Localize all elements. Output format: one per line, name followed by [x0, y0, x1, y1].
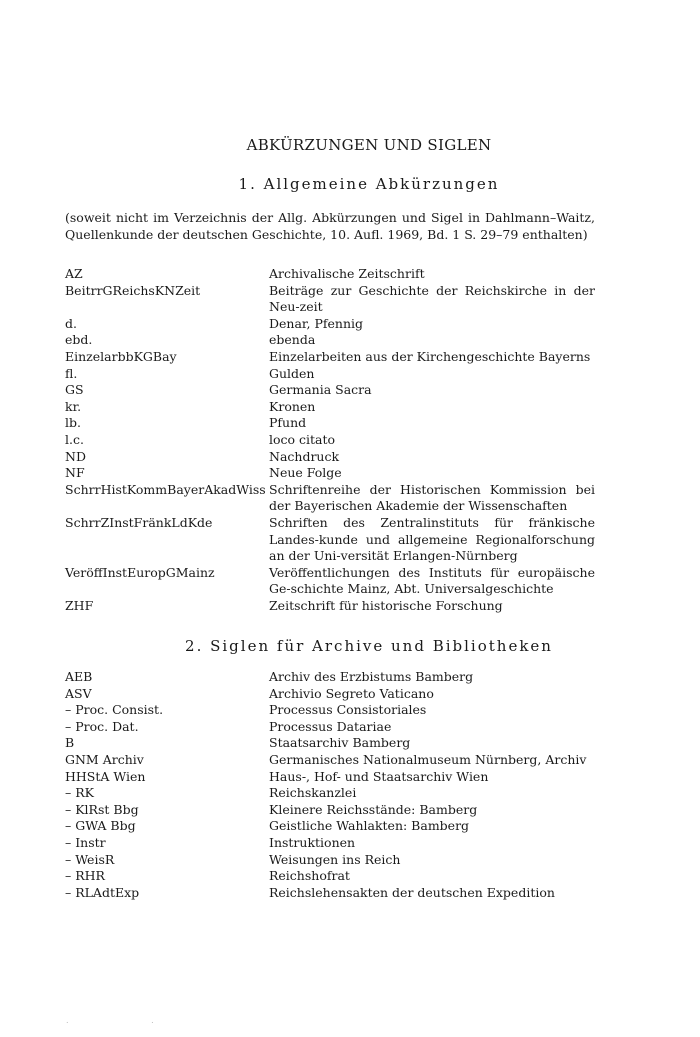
entry-definition: Archivalische Zeitschrift: [269, 266, 425, 281]
entry-abbreviation: SchrrZInstFränkLdKde: [65, 514, 213, 530]
section-heading-general-abbreviations: 1. Allgemeine Abkürzungen: [238, 175, 500, 193]
list-item: [65, 818, 595, 835]
entry-abbreviation: – KlRst Bbg: [65, 801, 139, 817]
entry-abbreviation: – WeisR: [65, 851, 115, 867]
entry-definition: Beiträge zur Geschichte der Reichskirche in der Neu-zeit: [269, 282, 595, 315]
entry-definition: Schriften des Zentralinstituts für fränkische Landes-kunde und allgemeine Regionalforschung an der Uni-versität Erlangen-Nürnberg: [269, 514, 595, 564]
entry-abbreviation: BeitrrGReichsKNZeit: [65, 282, 201, 298]
list-item: [65, 735, 595, 752]
entry-definition: Kleinere Reichsstände: Bamberg: [269, 801, 478, 817]
entry-abbreviation: AZ: [65, 266, 83, 281]
entry-abbreviation: – Proc. Dat.: [65, 718, 139, 734]
entry-definition: Instruktionen: [269, 834, 356, 850]
list-item: [65, 669, 595, 686]
entry-definition: Archivio Segreto Vaticano: [269, 685, 434, 701]
list-item: [65, 802, 595, 819]
entry-abbreviation: ASV: [65, 685, 92, 701]
list-item: [65, 785, 595, 802]
list-item: [65, 769, 595, 786]
entry-definition: Germanisches Nationalmuseum Nürnberg, Archiv: [269, 751, 587, 767]
entry-definition: Reichshofrat: [269, 868, 350, 884]
entry-definition: Reichskanzlei: [269, 785, 357, 801]
list-item: [65, 752, 595, 769]
page-title: ABKÜRZUNGEN UND SIGLEN: [246, 136, 492, 154]
list-item: [65, 432, 595, 449]
entry-definition: Gulden: [269, 365, 315, 381]
entry-definition: Veröffentlichungen des Instituts für europäische Ge-schichte Mainz, Abt. Universalgeschichte: [269, 564, 595, 597]
entry-abbreviation: – GWA Bbg: [65, 818, 136, 834]
list-item: [65, 465, 595, 482]
list-item: [65, 515, 595, 565]
list-item: [65, 868, 595, 885]
entry-definition: Denar, Pfennig: [269, 315, 364, 331]
entry-definition: Haus-, Hof- und Staatsarchiv Wien: [269, 768, 489, 784]
intro-paragraph: (soweit nicht im Verzeichnis der Allg. Abkürzungen und Sigel in Dahlmann–Waitz, Quellenkunde der deutschen Geschichte, 10. Aufl. 1969, Bd. 1 S. 29–79 enthalten): [65, 210, 595, 242]
entry-definition: Kronen: [269, 398, 316, 414]
list-item: [65, 686, 595, 703]
entry-abbreviation: ebd.: [65, 332, 93, 348]
footer-marks: . .: [66, 1016, 194, 1025]
entry-abbreviation: EinzelarbbKGBay: [65, 348, 177, 364]
entry-definition: loco citato: [269, 431, 336, 447]
list-item: [65, 835, 595, 852]
entry-abbreviation: – Instr: [65, 834, 106, 850]
list-item: [65, 332, 595, 349]
entry-abbreviation: VeröffInstEuropGMainz: [65, 564, 215, 580]
entry-definition: Processus Consistoriales: [269, 702, 427, 718]
list-item: [65, 565, 595, 598]
list-item: [65, 382, 595, 399]
list-item: [65, 885, 595, 902]
entry-definition: Staatsarchiv Bamberg: [269, 735, 411, 751]
list-item: [65, 449, 595, 466]
entry-definition: Pfund: [269, 415, 307, 431]
entry-definition: Neue Folge: [269, 465, 342, 481]
list-item: [65, 719, 595, 736]
list-item: [65, 266, 595, 283]
entry-abbreviation: – Proc. Consist.: [65, 702, 164, 718]
entry-definition: Schriftenreihe der Historischen Kommission bei der Bayerischen Akademie der Wissenschaften: [269, 481, 595, 514]
entry-definition: Processus Datariae: [269, 718, 392, 734]
entry-definition: Reichslehensakten der deutschen Expedition: [269, 884, 555, 900]
entry-abbreviation: GNM Archiv: [65, 751, 144, 767]
list-item: [65, 366, 595, 383]
entry-abbreviation: d.: [65, 315, 77, 331]
entry-abbreviation: SchrrHistKommBayerAkadWiss: [65, 481, 266, 497]
list-item: [65, 349, 595, 366]
entry-definition: Archiv des Erzbistums Bamberg: [269, 669, 474, 684]
entry-definition: ebenda: [269, 332, 316, 348]
entry-definition: Germania Sacra: [269, 382, 372, 398]
list-item: [65, 852, 595, 869]
entry-abbreviation: HHStA Wien: [65, 768, 146, 784]
list-item: [65, 399, 595, 416]
list-item: [65, 316, 595, 333]
entry-abbreviation: GS: [65, 382, 84, 398]
list-item: [65, 415, 595, 432]
list-item: [65, 482, 595, 515]
entry-definition: Einzelarbeiten aus der Kirchengeschichte Bayerns: [269, 348, 591, 364]
entry-abbreviation: lb.: [65, 415, 81, 431]
entry-abbreviation: ZHF: [65, 597, 94, 613]
entry-abbreviation: kr.: [65, 398, 82, 414]
entry-abbreviation: AEB: [65, 669, 93, 684]
entry-abbreviation: – RHR: [65, 868, 105, 884]
list-item: [65, 702, 595, 719]
entry-abbreviation: – RLAdtExp: [65, 884, 140, 900]
entry-abbreviation: ND: [65, 448, 86, 464]
entry-abbreviation: fl.: [65, 365, 78, 381]
entry-abbreviation: B: [65, 735, 75, 751]
entry-abbreviation: NF: [65, 465, 85, 481]
abbreviation-list: [65, 266, 595, 614]
entry-definition: Zeitschrift für historische Forschung: [269, 597, 503, 613]
entry-abbreviation: l.c.: [65, 431, 84, 447]
entry-abbreviation: – RK: [65, 785, 94, 801]
archive-sigla-list: [65, 669, 595, 901]
entry-definition: Weisungen ins Reich: [269, 851, 401, 867]
entry-definition: Geistliche Wahlakten: Bamberg: [269, 818, 470, 834]
list-item: [65, 598, 595, 615]
section-heading-archive-sigla: 2. Siglen für Archive und Bibliotheken: [185, 637, 553, 655]
entry-definition: Nachdruck: [269, 448, 340, 464]
list-item: [65, 283, 595, 316]
